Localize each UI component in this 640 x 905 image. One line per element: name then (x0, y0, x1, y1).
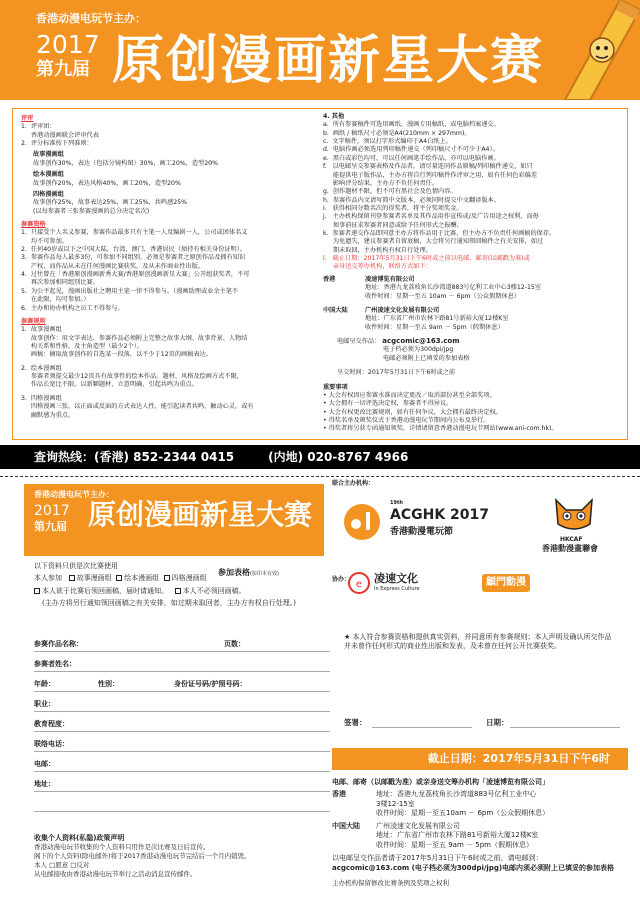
acg-edition: 19th (390, 500, 403, 506)
privacy-line: 从电邮接收由香港动漫电玩节举行之活动消息宣传邮件。 (34, 869, 197, 878)
work-name-label: 参赛作品名称： (34, 639, 83, 648)
contact-hk (323, 276, 623, 332)
field-phone[interactable] (34, 736, 330, 752)
host-label: 香港动漫电玩节主办： (36, 12, 146, 25)
rules-right-column (323, 113, 623, 434)
judging-line: 香港动漫画联会评审代表 (21, 131, 99, 139)
deadline-note: l. 截止日期：2017年5月31日下午6时或之前以电邮、邮寄(以邮戳为准)或 亲身送交筹办机构，联络方式如下： (323, 255, 530, 271)
privacy-heading: 收集个人资料(私隐)政策声明 (34, 834, 125, 842)
other-line: g. 创作题材不限，但不可有黑社会及色情内容。 (323, 188, 457, 196)
form-edition-label: 第九届 (34, 520, 67, 533)
form-title-text: 参加表格 (218, 568, 250, 577)
cn-address: 地址：广东省广州市农林下路81号新裕大厦12楼K室 (365, 315, 509, 323)
qualification-line: 均不可参加。 (21, 237, 68, 245)
notes-heading: 重要事项 (323, 383, 348, 391)
acg-name: ACGHK 2017 (390, 507, 490, 523)
rule-line: 2. 绘本漫画组 (21, 364, 62, 372)
gender-label: 性别： (98, 679, 119, 688)
field-work-name[interactable] (34, 636, 330, 652)
other-line: f. 以电邮呈交参赛表格及作品者，请尽量连同作品原稿/列印稿件递交，如只 (323, 163, 533, 171)
category-options (34, 574, 324, 583)
other-line: 须事前征求参赛者同意或给予任何形式之报酬。 (323, 221, 463, 229)
option-four: 四格漫画组 (171, 574, 207, 583)
category-picture-heading: 绘本漫画组 (33, 171, 64, 179)
checkbox-no-return[interactable] (175, 588, 181, 594)
category-story-heading: 故事漫画组 (33, 151, 64, 159)
field-age-gender-id[interactable] (34, 676, 330, 692)
hk-hours: 收件时间：星期一至五 10am － 6pm（公众假期休息） (365, 292, 521, 300)
note-line: • 大会拥有一切评选决定权，参赛者不得异议。 (323, 400, 453, 408)
other-line: 期未取回，主办机构有权自行处理。 (323, 246, 432, 254)
hkcaf-mascot-icon (552, 494, 596, 534)
date-label: 日期： (486, 718, 509, 727)
acg-subname: 香港動漫電玩節 (390, 527, 454, 537)
other-line: d. 电脑作画必须选用列印稿件递交（列印稿尺寸不可少于A4）。 (323, 146, 499, 154)
right-cn-hours: 收件时间：星期一至五 9am － 5pm（假期休息） (376, 840, 533, 849)
rule-line: 作品长宽比不限。以新颖题材、立意明确、引起共鸣为重点。 (21, 381, 198, 389)
pages-label: 页数： (224, 639, 245, 648)
note-line: • 得奖名单及颁奖仪式于香港动漫电玩节期间内公布及举行。 (323, 416, 490, 424)
note-line: • 大会有权因应参赛水准而决定更改／取消部份甚至全部奖项。 (323, 391, 496, 399)
name-label: 参赛者姓名： (34, 659, 76, 668)
hk-company: 凌速博览有限公司 (365, 275, 415, 283)
judging-heading: 评审 (21, 115, 34, 122)
edition-label: 第九届 (36, 59, 90, 80)
field-address-2[interactable] (34, 796, 330, 812)
other-line: h. 参赛作品内文请写简中文版本，必须同时提交中文翻译版本。 (323, 196, 500, 204)
email-field-label: 电邮： (34, 759, 55, 768)
form-banner (24, 484, 324, 556)
other-line: 影响评分结果，主办方不负任何责任。 (323, 179, 439, 187)
entry-options (34, 562, 324, 609)
option-picture: 绘本漫画组 (124, 574, 160, 583)
option-story: 故事漫画组 (76, 574, 112, 583)
other-line: e. 黑白或彩色均可，可以任何画笔手绘作品，亦可以电脑作画。 (323, 154, 500, 162)
right-hk-hours: 收件时间：星期一至五10am － 6pm（公众假期休息） (376, 809, 550, 818)
submission-info (332, 778, 628, 888)
field-address[interactable] (34, 776, 330, 792)
other-line: 为免遗失，建议参赛者自留底稿，大会将另行通知领回稿件之有关安排，如过 (323, 238, 544, 246)
rule-line: 幽默感为重点。 (21, 411, 75, 419)
rule-line: 构关系和性格，及主角造型（最少2个）。 (21, 342, 144, 350)
field-education[interactable] (34, 716, 330, 732)
right-email-line: 以电邮呈交作品者请于2017年5月31日下午6时或之前，请电邮到： (332, 854, 543, 863)
right-hk-address: 地址：香港九龙荔枝角长沙湾道883号亿利工业中心 3楼12-15室 (376, 790, 537, 808)
email-address-link[interactable]: acgcomic@163.com (382, 336, 460, 345)
note-line: • 大会有权更改比赛规则，如有任何争议，大会拥有最终决定权。 (323, 408, 502, 416)
right-email-address[interactable]: acgcomic@163.com (电子档必须为300dpi/jpg)电邮内须必须附上已填妥的参加表格 (332, 863, 615, 872)
qualification-line: 6. 主办和协办机构之员工不得参与。 (21, 304, 124, 312)
education-label: 教育程度： (34, 719, 69, 728)
co-organizer-label: 联合主办机构： (332, 480, 375, 487)
field-email[interactable] (34, 756, 330, 772)
category-picture-criteria: 故事创作20%，表达风格40%，画工20%，造型20% (33, 179, 181, 187)
express-cn: 凌速文化 (374, 572, 418, 585)
qualification-line: 2. 任何40岁或以下之中国大陆，台湾，澳门，香港居民（须持有相关身份证明）。 (21, 246, 246, 254)
job-label: 职业： (34, 699, 55, 708)
svg-text:e: e (355, 579, 363, 590)
email-submission (323, 337, 623, 363)
qualification-line: 4. 过往曾在「香港原创漫画新秀大赛/香港原创漫画新星大赛」公开组获奖者，不可 (21, 271, 250, 279)
privacy-line: 香港动漫电玩节收集的个人资料只用作是次比赛及日后宣传。 (34, 843, 210, 852)
category-four-heading: 四格漫画组 (33, 190, 64, 198)
other-heading: 4. 其他 (323, 113, 345, 120)
checkbox-return[interactable] (34, 588, 40, 594)
year-label: 2017 (36, 30, 100, 59)
hotline-cn: (内地) 020-8767 4966 (268, 449, 409, 464)
note-line: • 得奖者将另获专函通知领奖，详情请留意香港动漫电玩节网站(www.ani-com.hk)。 (323, 425, 558, 433)
address-label: 地址： (34, 779, 55, 788)
qualification-line: 再次参加相同组别比赛。 (21, 279, 99, 287)
rule-line: 3. 四格漫画组 (21, 394, 62, 402)
qualification-line: 产权，而作品从未在任何漫画比赛获奖，及从未作商业性出版。 (21, 262, 205, 270)
acghk-logo-icon (342, 502, 382, 542)
privacy-statement (34, 834, 324, 879)
cn-hours: 收件时间：星期一至五 9am － 5pm（假期休息） (365, 323, 504, 331)
qualification-line: 3. 参赛作品每人最多3份，可参加不同组别，必须是参赛者之原创作品及拥有知识 (21, 254, 246, 262)
guanming-logo: 顧門動漫 (482, 574, 530, 592)
deadline-banner: 截止日期：2017年5月31日下午6时 (332, 748, 628, 770)
phone-label: 联络电话： (34, 739, 69, 748)
field-name[interactable] (34, 656, 330, 672)
top-banner (0, 0, 640, 100)
hotline-hk: 查询热线：(香港) 852-2344 0415 (34, 449, 235, 464)
other-line: i. 获得相同分数名次的得奖者，将平分奖项奖金。 (323, 204, 463, 212)
other-line: j. 主办机构保留刊登参赛者名单及其作品用作宣传或/及广告用途之权利，而毋 (323, 213, 539, 221)
qualification-heading: 参赛资格 (21, 220, 46, 228)
form-title-note: (影印本有效) (250, 571, 279, 577)
email-note: 电邮必须附上已填妥的参加表格 (383, 354, 470, 362)
region-hk-label: 香港 (323, 275, 336, 283)
email-note: 电子档必须为300dpi/jpg (383, 346, 454, 354)
express-culture-logo-icon (348, 572, 370, 594)
qualification-line: 1. 只接受个人名义参赛，参赛作品最多只有主笔一人及编剧一人，公司或团体名义 (21, 229, 248, 237)
right-cn-company: 广州凌速文化发展有限公司 (376, 821, 460, 830)
id-label: 身份证号码/护照号码： (174, 679, 247, 688)
date-field[interactable] (510, 727, 620, 728)
contest-title: 原创漫画新星大赛 (112, 30, 545, 91)
hk-address: 地址：香港九龙荔枝角长沙湾道883号亿利工业中心3楼12-15室 (365, 284, 542, 292)
other-line: 能提供电子版作品，主办方将自行列印稿件作评审之用，如有任何色彩偏差 (323, 171, 538, 179)
signature-label: 签署： (344, 718, 367, 727)
declaration: ★ 本人符合参赛资格和提供真实资料，并同意所有参赛规则；本人声明及确认所交作品并未曾作任何形式的商业性出版和发表，及未曾在任何公开比赛获奖。 (344, 633, 612, 651)
signature-field[interactable] (372, 727, 472, 728)
hotline-bar (0, 445, 640, 469)
return-note: (主办方将另行通知领回画稿之有关安排，如过期未取回者，主办方有权自行处理。) (42, 599, 296, 608)
rules-heading: 参赛规则 (21, 317, 46, 325)
form-contest-title: 原创漫画新星大赛 (88, 498, 313, 531)
form-intro: 以下资料只供是次比赛使用 (34, 562, 118, 570)
qualification-line: 在此限，均可参加。） (21, 296, 90, 304)
assist-label: 协办： (332, 576, 351, 583)
rule-line: 参赛者须提交最少12页具有故事性的绘本作品。题材、风格及绘画方式不限， (21, 373, 243, 381)
hkcaf-name: HKCAF (560, 536, 583, 543)
pencil-mascot-icon (540, 0, 640, 100)
cn-company: 广州凌速文化发展有限公司 (365, 306, 440, 314)
submit-time: 呈交时间：2017年5月31日下午6时或之前 (337, 369, 456, 377)
privacy-line: 阁下的个人资料(除电邮外)将于2017香港动漫电玩节完结后一个月内销毁。 (34, 852, 251, 861)
checkbox-story[interactable] (69, 575, 75, 581)
entry-label: 本人参加 (34, 574, 62, 583)
checkbox-picture[interactable] (116, 575, 122, 581)
cut-line (0, 476, 640, 477)
rule-line: 故事创作：用文字表达，参赛作品必须附上完整之故事大纲、故事背景、人物结 (21, 334, 248, 342)
field-job[interactable] (34, 696, 330, 712)
judging-line: 2. 评分标准按下列准则： (21, 140, 93, 148)
return-options (34, 587, 324, 596)
qualification-line: 5. 为公平起见，漫画出版社之聘用主笔一律不得参与。（漫画助理或业余主笔不 (21, 287, 239, 295)
rules-section (12, 108, 628, 440)
express-en: In Express Culture (374, 586, 420, 592)
rule-line: 1. 故事漫画组 (21, 326, 62, 334)
privacy-consent[interactable]: 本人 □愿意 □反对 (34, 860, 90, 869)
rule-line: 画稿：摘取故事创作的自选某一段落，以不少于12页的画稿表达。 (21, 351, 212, 359)
form-host-label: 香港动漫电玩节主办： (34, 490, 114, 499)
right-cn-address: 地址：广东省广州市农林下路81号新裕大厦12楼K室 (376, 831, 539, 840)
category-four-criteria: 故事创作25%，故事表达25%，画工25%，共鸣感25% (以每参赛者三张参赛漫画的总分决定名次) (33, 199, 188, 215)
category-story-criteria: 故事创作30%，表达（包括分镜构图）30%，画工20%，造型20% (33, 159, 218, 167)
option-return: 本人欲于比赛后领回画稿，届时请通知。 (42, 586, 168, 595)
right-hk-region: 香港 (332, 790, 346, 799)
other-line: c. 文字稿件，须以打字形式编印于A4白纸上。 (323, 138, 452, 146)
judging-line: 1. 评审团： (21, 123, 56, 131)
age-label: 年龄： (34, 679, 55, 688)
option-no-return: 本人不必领回画稿。 (182, 586, 246, 595)
other-line: a. 所有参赛稿件可选用画纸、漫画专用稿纸，或电脑档案递交。 (323, 121, 500, 129)
rights-footer: 主办机构保留修改比赛条例及奖项之权利 (332, 878, 449, 887)
other-line: b. 画纸 / 稿纸尺寸必须是A4(210mm × 297mm)。 (323, 129, 471, 137)
hkcaf-subname: 香港動漫畫聯會 (542, 544, 598, 553)
mail-title: 电邮、邮寄（以邮戳为准）或亲身送交筹办机构「凌速博览有限公司」 (332, 778, 549, 786)
rules-left-column (21, 113, 311, 420)
right-cn-region: 中国大陆 (332, 821, 360, 830)
checkbox-four[interactable] (164, 575, 170, 581)
region-cn-label: 中国大陆 (323, 306, 348, 314)
form-year-label: 2017 (34, 503, 70, 519)
rule-line: 四格漫画三张，以正面或反面的方式表达人性，能引起读者共鸣、触动心灵，或有 (21, 403, 254, 411)
other-line: k. 参赛者递交作品即同意主办方将作品用于比赛，但主办方不负责任何画稿的保存。 (323, 230, 556, 238)
email-label: 电邮呈交作品： (337, 337, 381, 345)
